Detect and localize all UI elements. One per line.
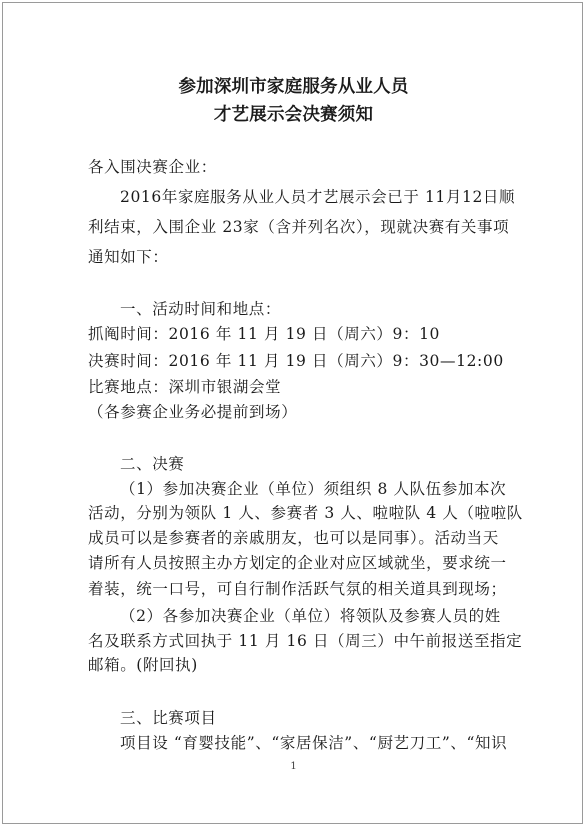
section-2-line: 活动，分别为领队 1 人、参赛者 3 人、啦啦队 4 人（啦啦队 — [88, 504, 523, 522]
section-2-line: 邮箱。(附回执) — [88, 656, 198, 674]
document-page — [2, 2, 583, 824]
section-2-line: 着装，统一口号，可自行制作活跃气氛的相关道具到现场； — [88, 580, 507, 598]
intro-line: 利结束，入围企业 23家（含并列名次），现就决赛有关事项 — [88, 218, 510, 236]
final-time: 决赛时间：2016 年 11 月 19 日（周六）9：30—12:00 — [88, 352, 504, 370]
intro-line: 通知如下： — [88, 248, 169, 266]
section-2-line: 名及联系方式回执于 11 月 16 日（周三）中午前报送至指定 — [88, 632, 523, 650]
intro-line: 2016年家庭服务从业人员才艺展示会已于 11月12日顺 — [120, 188, 516, 206]
section-2-line: （1）参加决赛企业（单位）须组织 8 人队伍参加本次 — [120, 480, 507, 498]
salutation: 各入围决赛企业： — [88, 158, 217, 176]
document-title-line-1: 参加深圳市家庭服务从业人员 — [178, 77, 409, 97]
section-2-line: 请所有人员按照主办方划定的企业对应区域就坐，要求统一 — [88, 554, 507, 572]
arrival-note: （各参赛企业务必提前到场） — [88, 403, 298, 421]
lottery-time: 抓阄时间：2016 年 11 月 19 日（周六）9：10 — [88, 325, 441, 343]
section-3-heading: 三、比赛项目 — [120, 709, 217, 727]
section-2-heading: 二、决赛 — [120, 455, 185, 473]
venue: 比赛地点：深圳市银湖会堂 — [88, 378, 282, 396]
section-2-line: （2）各参加决赛企业（单位）将领队及参赛人员的姓 — [120, 607, 501, 625]
document-title-line-2: 才艺展示会决赛须知 — [213, 105, 374, 125]
section-3-line: 项目设 “育婴技能”、“家居保洁”、“厨艺刀工”、“知识 — [120, 734, 508, 752]
section-2-line: 成员可以是参赛者的亲戚朋友，也可以是同事）。活动当天 — [88, 529, 499, 547]
page-number: 1 — [290, 761, 297, 772]
section-1-heading: 一、活动时间和地点： — [120, 300, 282, 318]
